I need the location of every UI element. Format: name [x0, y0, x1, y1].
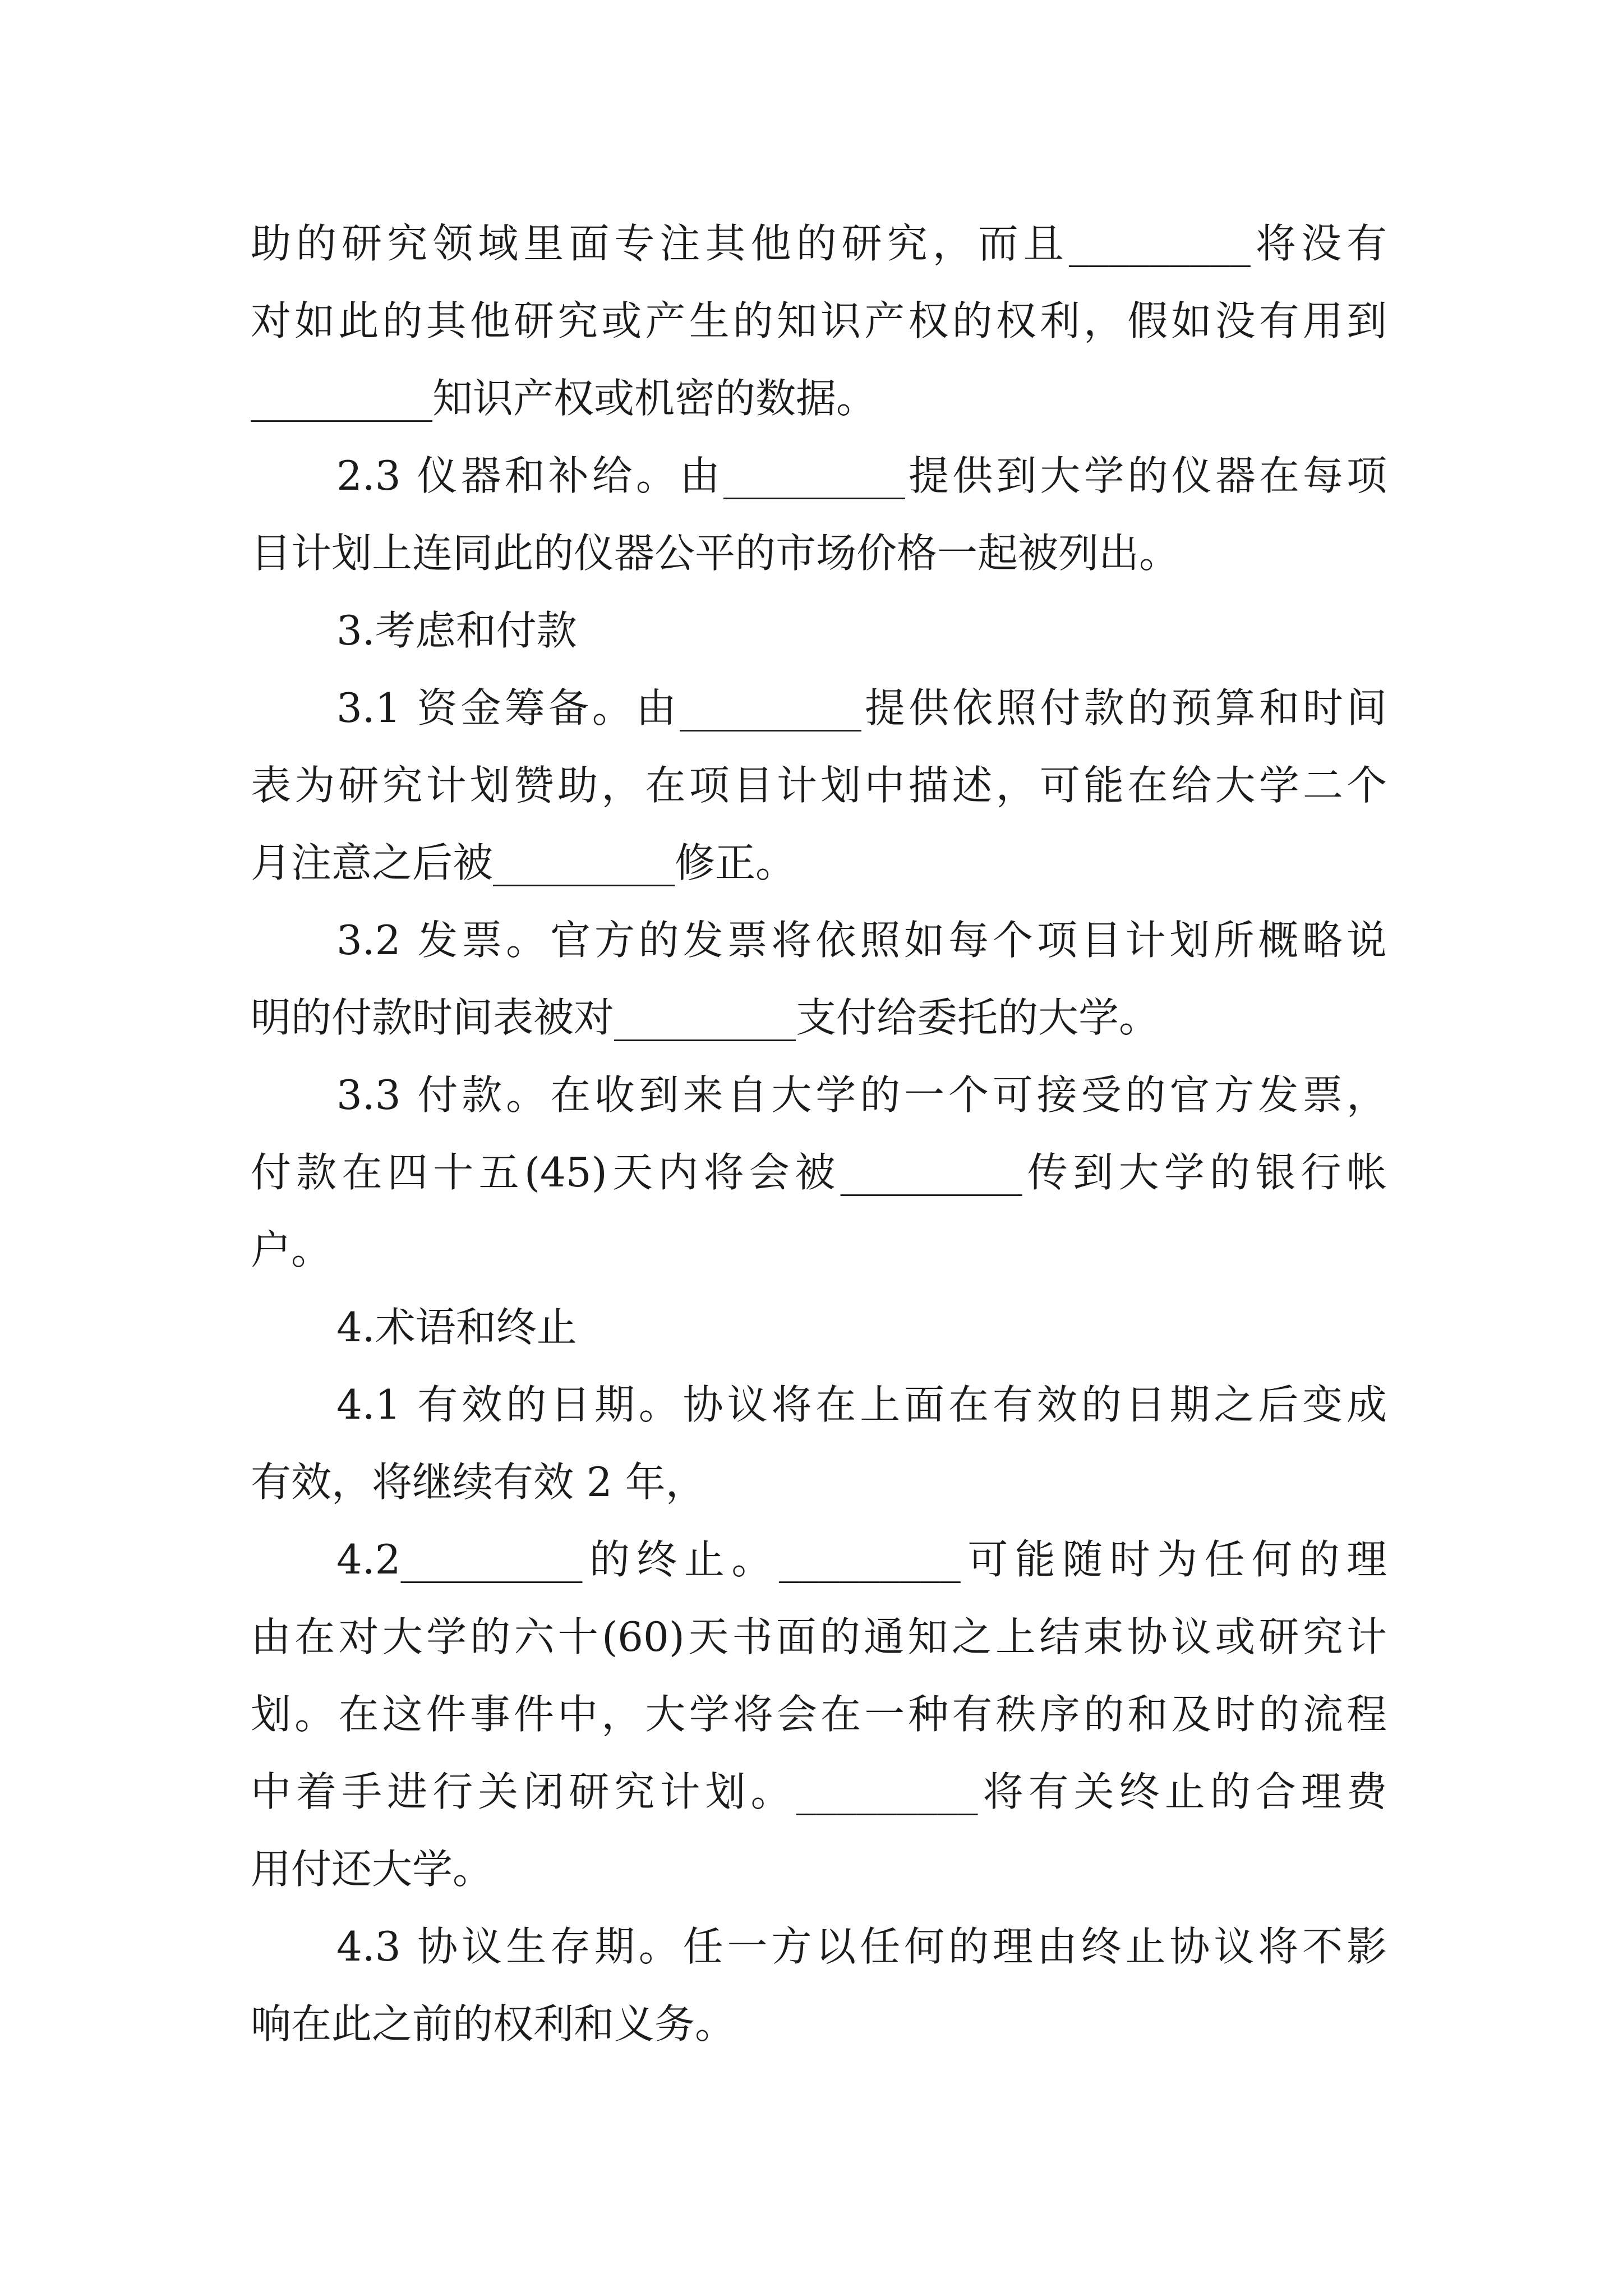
text-line: 3.1 资金筹备。由_________提供依照付款的预算和时间 [336, 684, 1387, 731]
text-line: 明的付款时间表被对_________支付给委托的大学。 [251, 994, 1160, 1041]
section-heading: 3.考虑和付款 [336, 607, 577, 654]
clause-3-3 [251, 1056, 1387, 1289]
clause-4-3 [251, 1908, 1387, 2063]
text-line: 对如此的其他研究或产生的知识产权的权利，假如没有用到 [251, 297, 1387, 344]
document-body [251, 205, 1387, 2063]
text-line: 4.2_________的终止。_________可能随时为任何的理 [336, 1536, 1387, 1583]
text-line: _________知识产权或机密的数据。 [251, 375, 877, 422]
text-line: 月注意之后被_________修正。 [251, 839, 796, 886]
text-line: 4.3 协议生存期。任一方以任何的理由终止协议将不影 [336, 1923, 1387, 1970]
text-line: 有效，将继续有效 2 年， [251, 1458, 706, 1506]
text-line: 用付还大学。 [251, 1846, 494, 1893]
clause-4-2 [251, 1521, 1387, 1908]
clause-4-1 [251, 1366, 1387, 1521]
clause-2-3 [251, 437, 1387, 592]
paragraph-continuation [251, 205, 1387, 437]
text-line: 表为研究计划赞助，在项目计划中描述，可能在给大学二个 [251, 762, 1387, 809]
text-line: 目计划上连同此的仪器公平的市场价格一起被列出。 [251, 530, 1180, 577]
clause-3-2 [251, 901, 1387, 1056]
text-line: 付款在四十五(45)天内将会被_________传到大学的银行帐 [251, 1149, 1387, 1196]
section-heading: 4.术语和终止 [336, 1304, 577, 1351]
clause-3-1 [251, 669, 1387, 901]
section-3-heading [251, 592, 1387, 669]
text-line: 划。在这件事件中，大学将会在一种有秩序的和及时的流程 [251, 1691, 1387, 1738]
text-line: 2.3 仪器和补给。由_________提供到大学的仪器在每项 [336, 452, 1387, 499]
text-line: 户。 [251, 1226, 332, 1273]
text-line: 3.3 付款。在收到来自大学的一个可接受的官方发票， [336, 1071, 1387, 1119]
text-line: 由在对大学的六十(60)天书面的通知之上结束协议或研究计 [251, 1613, 1387, 1660]
text-line: 助的研究领域里面专注其他的研究，而且_________将没有 [251, 220, 1387, 267]
text-line: 响在此之前的权利和义务。 [251, 2000, 736, 2047]
section-4-heading [251, 1289, 1387, 1366]
text-line: 4.1 有效的日期。协议将在上面在有效的日期之后变成 [336, 1381, 1387, 1428]
text-line: 中着手进行关闭研究计划。_________将有关终止的合理费 [251, 1768, 1387, 1815]
text-line: 3.2 发票。官方的发票将依照如每个项目计划所概略说 [336, 917, 1387, 964]
